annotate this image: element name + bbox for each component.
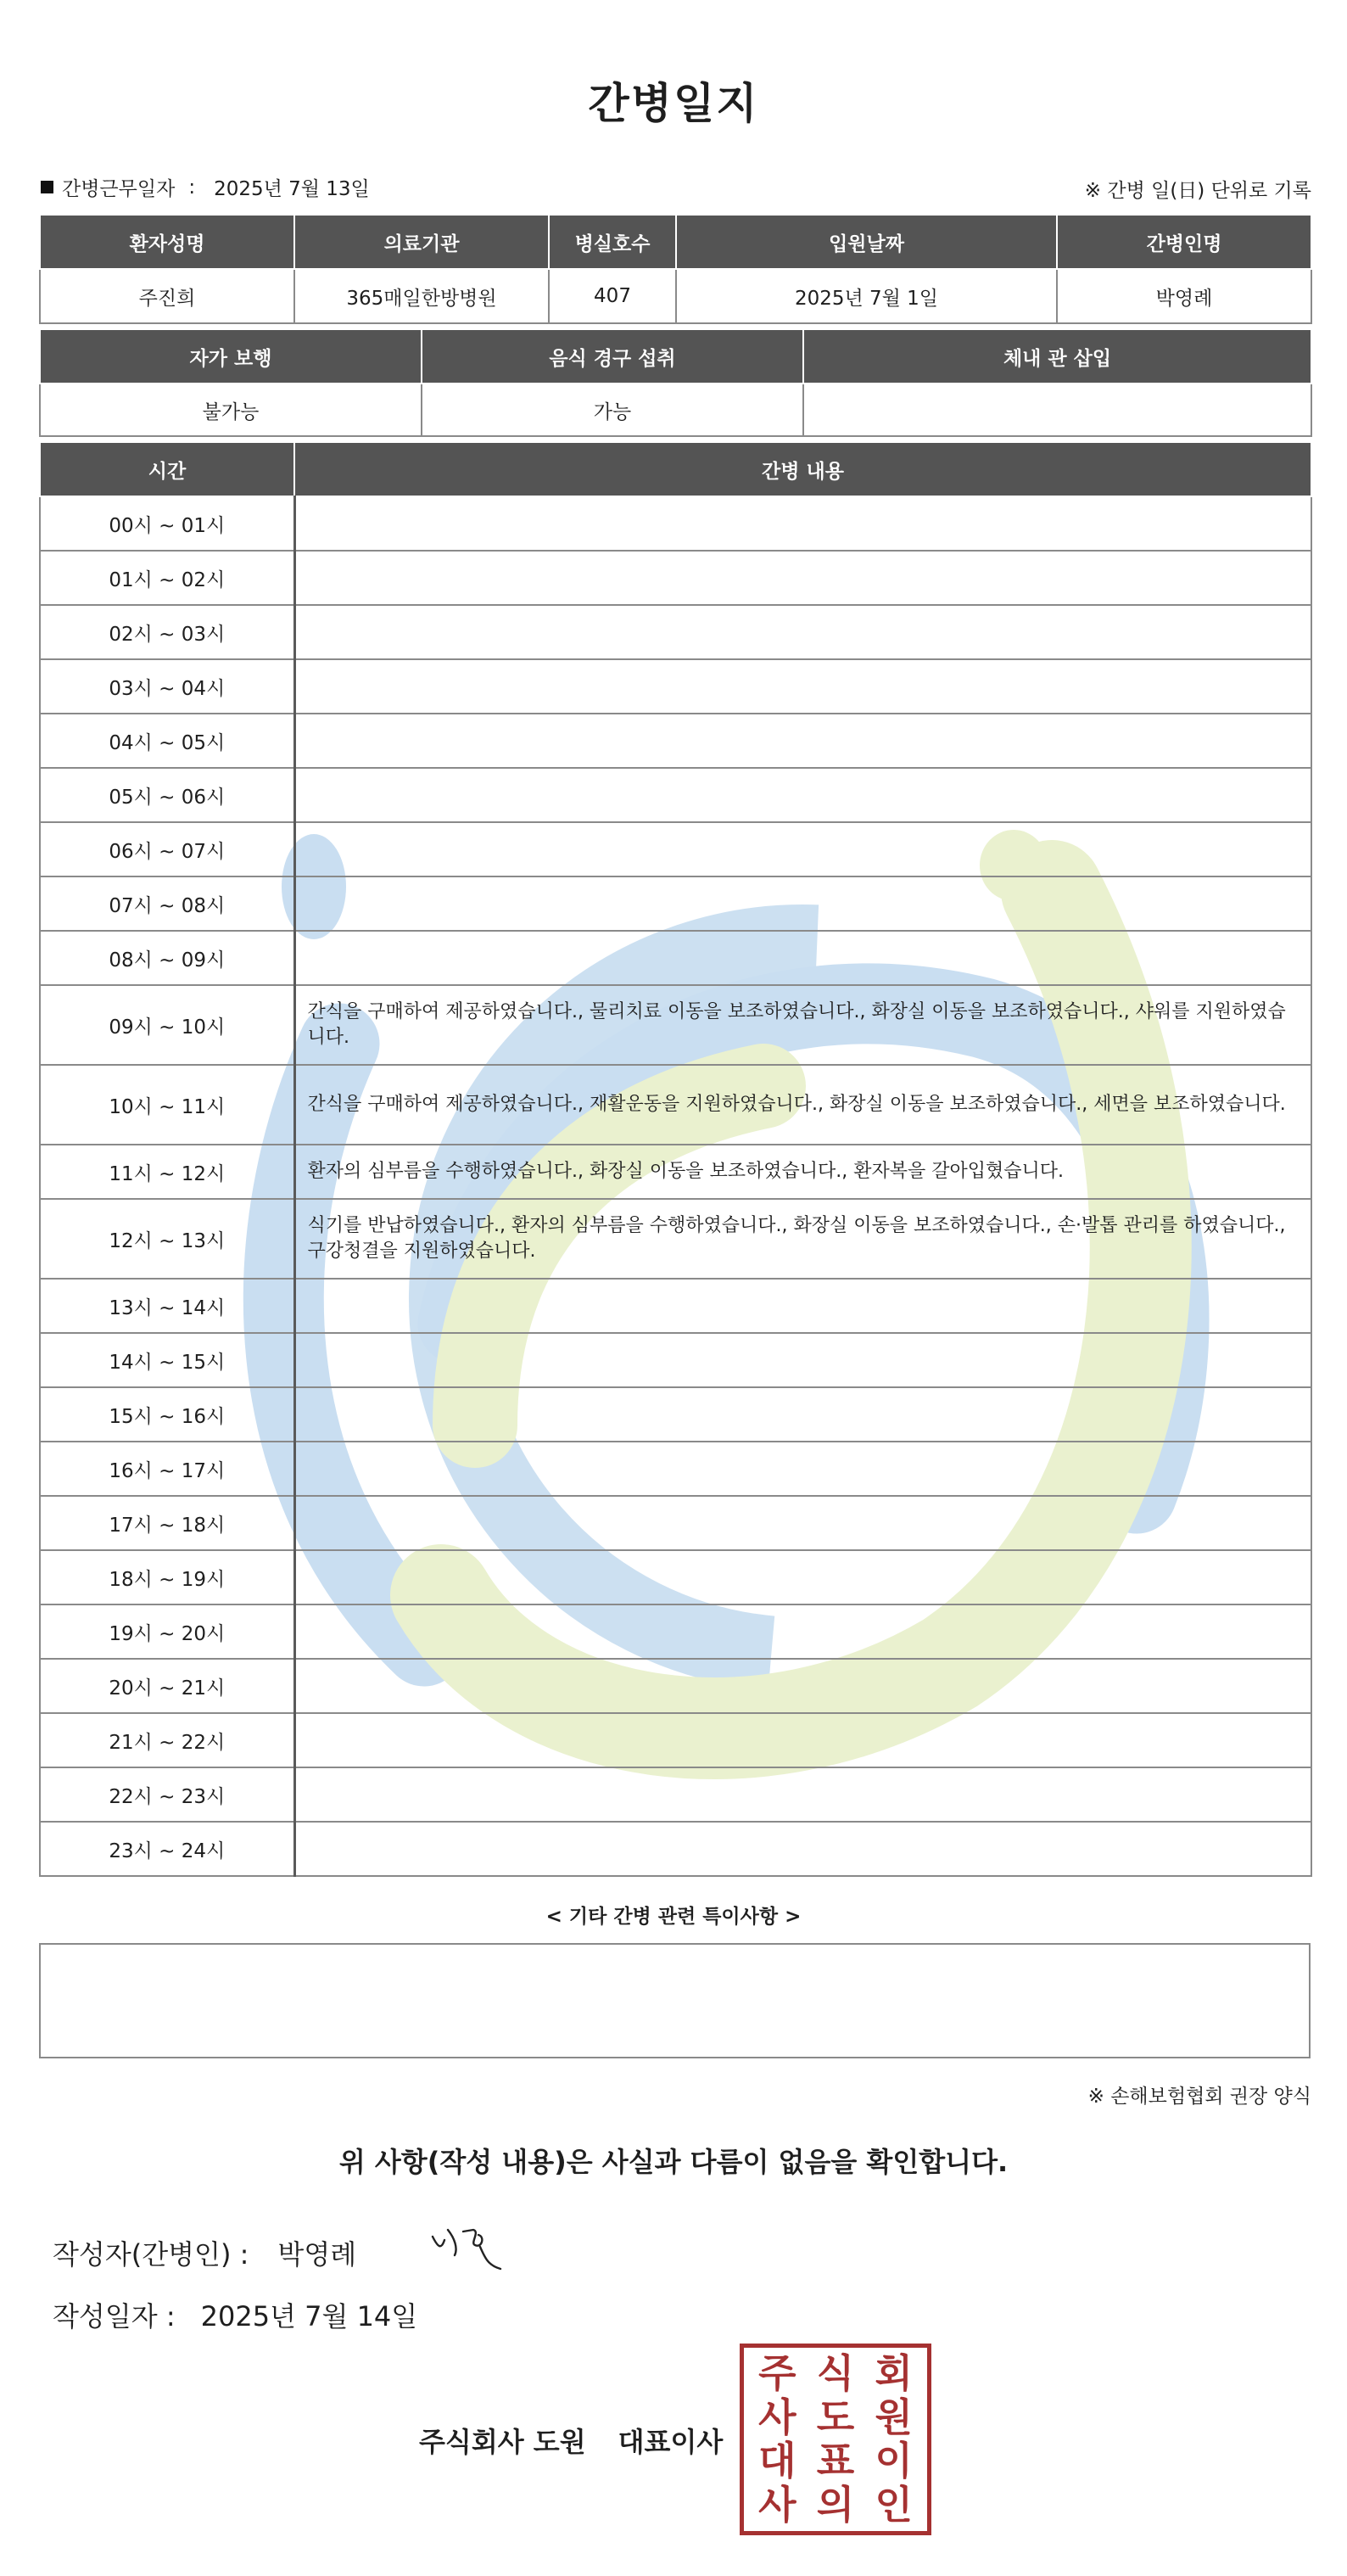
caregiver-name-header: 간병인명 bbox=[1057, 215, 1311, 269]
care-log-content bbox=[294, 551, 1311, 605]
care-log-row bbox=[40, 1199, 1311, 1279]
seal-character: 사 bbox=[758, 2481, 796, 2528]
care-log-time: 20시 ~ 21시 bbox=[40, 1659, 294, 1713]
document-title: 간병일지 bbox=[588, 79, 759, 128]
care-content-header: 간병 내용 bbox=[294, 442, 1311, 496]
confirmation-statement: 위 사항(작성 내용)은 사실과 다름이 없음을 확인합니다. bbox=[338, 2146, 1009, 2178]
care-log-content bbox=[294, 1387, 1311, 1442]
care-log-time: 08시 ~ 09시 bbox=[40, 931, 294, 985]
seal-character: 회 bbox=[875, 2350, 913, 2396]
seal-character: 대 bbox=[758, 2438, 796, 2484]
work-date-label: 간병근무일자 bbox=[62, 178, 176, 200]
care-log-time: 19시 ~ 20시 bbox=[40, 1604, 294, 1659]
care-log-time: 13시 ~ 14시 bbox=[40, 1279, 294, 1333]
care-log-content bbox=[294, 822, 1311, 876]
signature-icon bbox=[429, 2221, 514, 2274]
care-log-content bbox=[294, 1442, 1311, 1496]
care-log-row bbox=[40, 1604, 1311, 1659]
care-log-content bbox=[294, 876, 1311, 931]
care-log-row bbox=[40, 876, 1311, 931]
care-log-time: 11시 ~ 12시 bbox=[40, 1145, 294, 1199]
care-log-content bbox=[294, 1333, 1311, 1387]
care-log-content bbox=[294, 1659, 1311, 1713]
care-log-row bbox=[40, 822, 1311, 876]
patient-status-table bbox=[39, 328, 1312, 437]
care-log-time: 12시 ~ 13시 bbox=[40, 1199, 294, 1279]
care-log-row bbox=[40, 768, 1311, 822]
care-log-time: 23시 ~ 24시 bbox=[40, 1822, 294, 1876]
care-log-time: 10시 ~ 11시 bbox=[40, 1065, 294, 1145]
writer-row bbox=[53, 2233, 356, 2272]
care-log-content bbox=[294, 1496, 1311, 1550]
care-log-content bbox=[294, 768, 1311, 822]
seal-character: 표 bbox=[816, 2438, 855, 2484]
care-log-row bbox=[40, 931, 1311, 985]
seal-character: 이 bbox=[875, 2438, 913, 2484]
care-log-content bbox=[294, 1713, 1311, 1767]
care-log-content bbox=[294, 1279, 1311, 1333]
recommend-note: ※ 손해보험협회 권장 양식 bbox=[1087, 2086, 1311, 2108]
hospital-header: 의료기관 bbox=[294, 215, 549, 269]
patient-info-table bbox=[39, 214, 1312, 324]
care-log-row bbox=[40, 1659, 1311, 1713]
seal-character: 인 bbox=[875, 2481, 913, 2528]
care-log-content bbox=[294, 659, 1311, 714]
hospital-value: 365매일한방병원 bbox=[294, 269, 549, 323]
care-log-time: 00시 ~ 01시 bbox=[40, 496, 294, 551]
patient-name-value: 주진희 bbox=[40, 269, 294, 323]
care-log-row bbox=[40, 1065, 1311, 1145]
care-log-row bbox=[40, 1333, 1311, 1387]
care-log-time: 05시 ~ 06시 bbox=[40, 768, 294, 822]
written-date-row bbox=[53, 2295, 417, 2334]
care-log-content: 식기를 반납하였습니다., 환자의 심부름을 수행하였습니다., 화장실 이동을 보조하였습니다., 손·발톱 관리를 하였습니다., 구강청결을 지원하였습니다. bbox=[294, 1199, 1311, 1279]
seal-character: 주 bbox=[758, 2350, 796, 2396]
writer-label: 작성자(간병인) : bbox=[53, 2238, 249, 2271]
care-log-row bbox=[40, 659, 1311, 714]
writer-name: 박영례 bbox=[277, 2238, 357, 2271]
care-log-content bbox=[294, 605, 1311, 659]
company-name: 주식회사 도원 bbox=[419, 2426, 586, 2458]
care-log-time: 02시 ~ 03시 bbox=[40, 605, 294, 659]
care-log-row bbox=[40, 496, 1311, 551]
care-log-time: 06시 ~ 07시 bbox=[40, 822, 294, 876]
company-signature bbox=[419, 2421, 723, 2460]
room-number-value: 407 bbox=[549, 269, 676, 323]
work-date-value: 2025년 7월 13일 bbox=[214, 178, 370, 200]
care-log-time: 15시 ~ 16시 bbox=[40, 1387, 294, 1442]
patient-name-header: 환자성명 bbox=[40, 215, 294, 269]
care-log-content: 간식을 구매하여 제공하였습니다., 물리치료 이동을 보조하였습니다., 화장실 이동을 보조하였습니다., 샤워를 지원하였습니다. bbox=[294, 985, 1311, 1065]
patient-status-value-row bbox=[40, 384, 1311, 436]
work-date-colon: : bbox=[188, 176, 196, 199]
care-log-table bbox=[39, 441, 1312, 1877]
care-log-time: 04시 ~ 05시 bbox=[40, 714, 294, 768]
work-date-row bbox=[41, 173, 370, 201]
care-log-row bbox=[40, 1822, 1311, 1876]
care-log-row bbox=[40, 714, 1311, 768]
care-log-time: 18시 ~ 19시 bbox=[40, 1550, 294, 1604]
tube-insertion-value bbox=[803, 384, 1311, 436]
care-log-time: 09시 ~ 10시 bbox=[40, 985, 294, 1065]
oral-intake-header: 음식 경구 섭취 bbox=[422, 329, 803, 384]
admission-date-header: 입원날짜 bbox=[676, 215, 1057, 269]
care-log-content: 환자의 심부름을 수행하였습니다., 화장실 이동을 보조하였습니다., 환자복을 갈아입혔습니다. bbox=[294, 1145, 1311, 1199]
tube-insertion-header: 체내 관 삽입 bbox=[803, 329, 1311, 384]
care-log-content bbox=[294, 1767, 1311, 1822]
care-log-row bbox=[40, 1713, 1311, 1767]
written-date-value: 2025년 7월 14일 bbox=[200, 2300, 418, 2332]
seal-character: 사 bbox=[758, 2394, 796, 2440]
notes-box bbox=[39, 1943, 1311, 2058]
patient-info-value-row bbox=[40, 269, 1311, 323]
care-log-time: 07시 ~ 08시 bbox=[40, 876, 294, 931]
seal-character: 식 bbox=[816, 2350, 855, 2396]
patient-status-header-row bbox=[40, 329, 1311, 384]
seal-characters bbox=[748, 2352, 923, 2527]
unit-note: ※ 간병 일(日) 단위로 기록 bbox=[1084, 180, 1311, 202]
room-number-header: 병실호수 bbox=[549, 215, 676, 269]
care-log-row bbox=[40, 605, 1311, 659]
oral-intake-value: 가능 bbox=[422, 384, 803, 436]
care-log-header-row bbox=[40, 442, 1311, 496]
care-log-row bbox=[40, 985, 1311, 1065]
care-log-time: 21시 ~ 22시 bbox=[40, 1713, 294, 1767]
self-walking-header: 자가 보행 bbox=[40, 329, 422, 384]
care-log-content bbox=[294, 931, 1311, 985]
care-log-row bbox=[40, 1767, 1311, 1822]
patient-info-header-row bbox=[40, 215, 1311, 269]
care-log-row bbox=[40, 1145, 1311, 1199]
care-log-row bbox=[40, 1442, 1311, 1496]
caregiver-name-value: 박영례 bbox=[1057, 269, 1311, 323]
care-log-content bbox=[294, 1604, 1311, 1659]
care-log-row bbox=[40, 1496, 1311, 1550]
care-log-content bbox=[294, 714, 1311, 768]
seal-character: 도 bbox=[816, 2394, 855, 2440]
bullet-square-icon bbox=[41, 181, 53, 193]
care-log-row bbox=[40, 1550, 1311, 1604]
care-log-row bbox=[40, 1387, 1311, 1442]
company-rep-title: 대표이사 bbox=[618, 2426, 724, 2458]
time-header: 시간 bbox=[40, 442, 294, 496]
written-date-label: 작성일자 : bbox=[53, 2300, 176, 2332]
care-log-time: 17시 ~ 18시 bbox=[40, 1496, 294, 1550]
company-seal-stamp bbox=[740, 2344, 931, 2535]
care-log-time: 14시 ~ 15시 bbox=[40, 1333, 294, 1387]
care-log-row bbox=[40, 1279, 1311, 1333]
seal-character: 원 bbox=[875, 2394, 913, 2440]
notes-title: < 기타 간병 관련 특이사항 > bbox=[545, 1906, 802, 1928]
care-log-content: 간식을 구매하여 제공하였습니다., 재활운동을 지원하였습니다., 화장실 이동을 보조하였습니다., 세면을 보조하였습니다. bbox=[294, 1065, 1311, 1145]
care-log-time: 22시 ~ 23시 bbox=[40, 1767, 294, 1822]
care-log-content bbox=[294, 1550, 1311, 1604]
care-log-row bbox=[40, 551, 1311, 605]
care-log-content bbox=[294, 1822, 1311, 1876]
care-log-time: 16시 ~ 17시 bbox=[40, 1442, 294, 1496]
care-log-time: 01시 ~ 02시 bbox=[40, 551, 294, 605]
care-log-body bbox=[40, 496, 1311, 1876]
care-log-time: 03시 ~ 04시 bbox=[40, 659, 294, 714]
admission-date-value: 2025년 7월 1일 bbox=[676, 269, 1057, 323]
care-log-content bbox=[294, 496, 1311, 551]
self-walking-value: 불가능 bbox=[40, 384, 422, 436]
seal-character: 의 bbox=[816, 2481, 855, 2528]
